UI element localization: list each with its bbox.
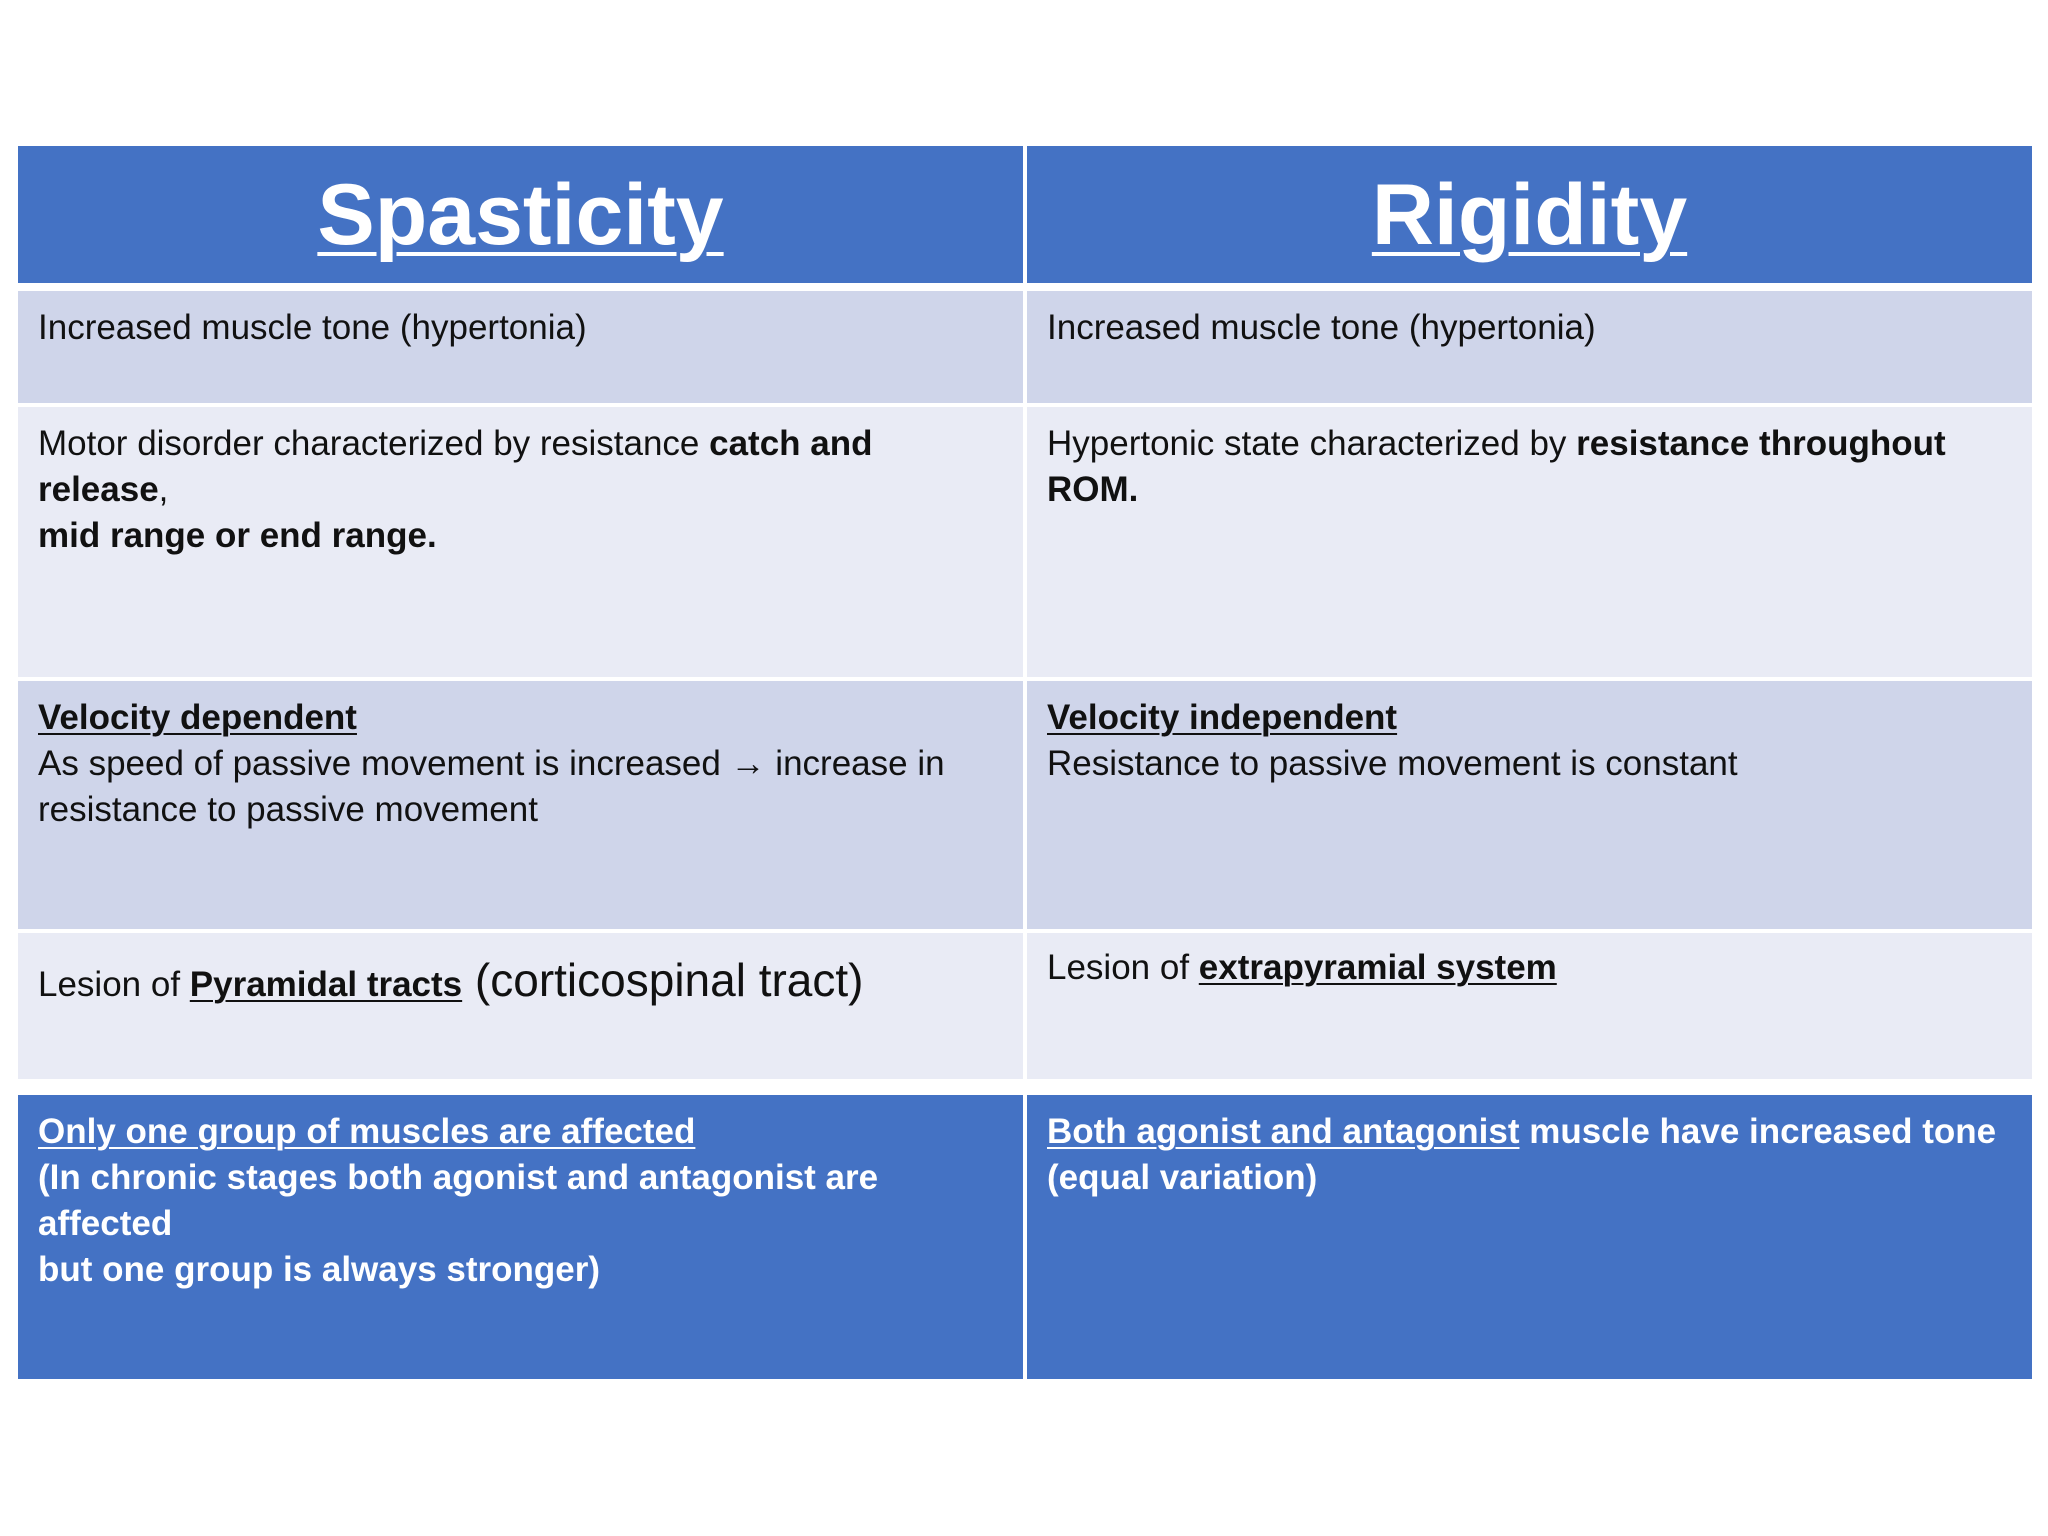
cell-line xyxy=(1047,421,2012,467)
comparison-table xyxy=(18,146,2032,1379)
cell-spasticity-muscles xyxy=(18,1095,1023,1379)
cell-heading: Both agonist and antagonist xyxy=(1047,1112,1520,1151)
cell-text: (equal variation) xyxy=(1047,1158,1318,1197)
header-spasticity xyxy=(18,146,1023,283)
cell-text: resistance to passive movement xyxy=(38,790,538,829)
cell-spasticity-lesion xyxy=(18,933,1023,1079)
cell-text: increase in xyxy=(765,744,945,783)
cell-text: Lesion of xyxy=(38,965,190,1004)
cell-heading: Velocity dependent xyxy=(38,698,357,737)
cell-rigidity-lesion xyxy=(1027,933,2032,1079)
cell-bold-text: mid range or end range. xyxy=(38,516,437,555)
cell-text: Hypertonic state characterized by xyxy=(1047,424,1577,463)
right-arrow-icon: → xyxy=(730,744,766,783)
cell-rigidity-muscles xyxy=(1027,1095,2032,1379)
cell-text: As speed of passive movement is increased xyxy=(38,744,731,783)
cell-text: Motor disorder characterized by resistance xyxy=(38,424,710,463)
cell-text: (corticospinal tract) xyxy=(462,954,864,1006)
cell-text: , xyxy=(158,470,169,509)
cell-rigidity-resistance xyxy=(1027,407,2032,677)
cell-line xyxy=(38,741,1003,787)
cell-heading: Velocity independent xyxy=(1047,698,1398,737)
cell-rigidity-tone xyxy=(1027,291,2032,403)
cell-line xyxy=(38,421,1003,513)
cell-spasticity-velocity xyxy=(18,681,1023,929)
cell-heading: Only one group of muscles are affected xyxy=(38,1112,696,1151)
cell-rigidity-velocity xyxy=(1027,681,2032,929)
cell-text: Lesion of xyxy=(1047,948,1199,987)
header-spasticity-label: Spasticity xyxy=(317,166,724,263)
cell-text: but one group is always stronger) xyxy=(38,1250,601,1289)
cell-text: Increased muscle tone (hypertonia) xyxy=(38,308,587,347)
header-rigidity-label: Rigidity xyxy=(1371,166,1688,263)
cell-bold-text: Pyramidal tracts xyxy=(189,965,463,1004)
cell-spasticity-resistance xyxy=(18,407,1023,677)
header-rigidity xyxy=(1027,146,2032,283)
cell-spasticity-tone xyxy=(18,291,1023,403)
cell-text: muscle have increased tone xyxy=(1519,1112,1997,1151)
cell-text: Resistance to passive movement is constant xyxy=(1047,744,1738,783)
cell-bold-text: extrapyramial system xyxy=(1198,948,1557,987)
cell-text: Increased muscle tone (hypertonia) xyxy=(1047,308,1596,347)
cell-bold-text: resistance throughout xyxy=(1576,424,1946,463)
cell-bold-text: ROM. xyxy=(1047,470,1139,509)
cell-text: (In chronic stages both agonist and antagonist are affected xyxy=(38,1158,879,1243)
cell-line xyxy=(1047,1109,2012,1155)
cell-bold-text: catch and release xyxy=(38,424,873,509)
